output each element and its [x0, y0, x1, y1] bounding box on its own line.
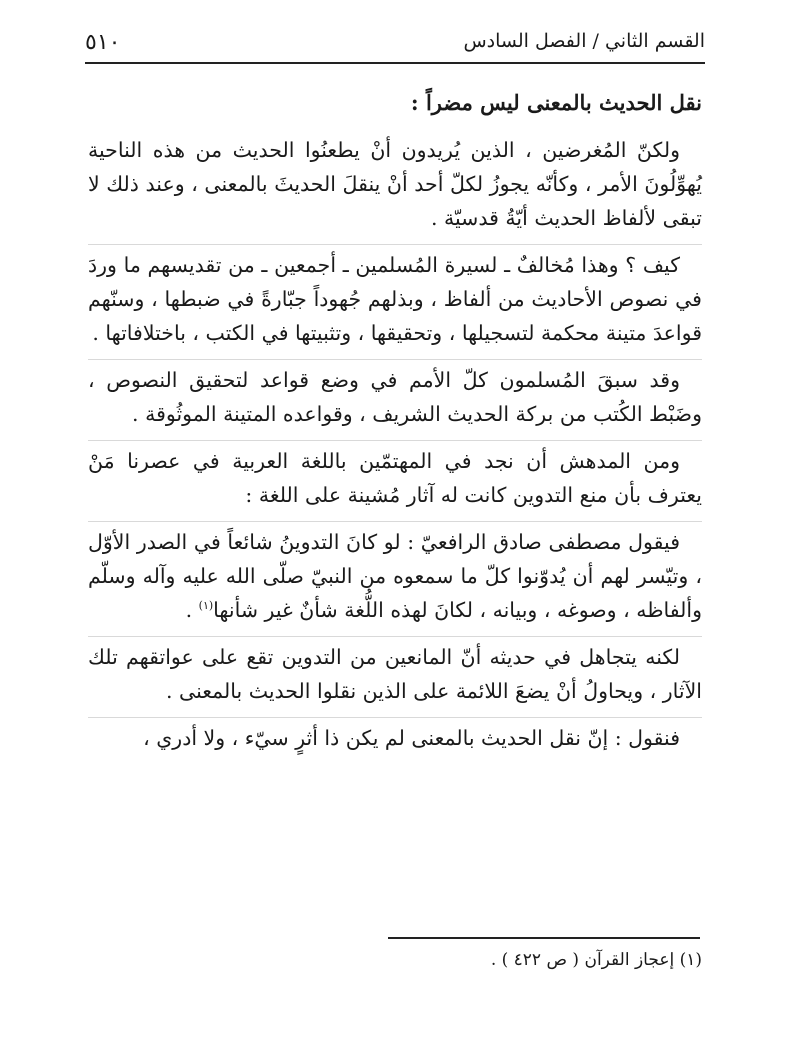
page-number: ٥١٠ [85, 30, 121, 55]
footnote: (١) إعجاز القرآن ( ص ٤٢٢ ) . [490, 950, 702, 970]
paragraph: كيف ؟ وهذا مُخالفٌ ـ لسيرة المُسلمين ـ أجمعين ـ من تقديسهم ما وردَ في نصوص الأحاديث من ألفاظ ، وبذلهم جُهوداً جبّارةً في ضبطها ، وسنّهم قواعدَ متينة محكمة لتسجيلها ، وتحقيقها ، وتثبيتها في الكتب ، باختلافاتها . [88, 244, 702, 359]
paragraph: لكنه يتجاهل في حديثه أنّ المانعين من التدوين تقع على عواتقهم تلك الآثار ، ويحاولُ أنْ يضعَ اللائمة على الذين نقلوا الحديث بالمعنى . [88, 636, 702, 717]
page-body [88, 86, 702, 764]
page-header [85, 26, 705, 64]
paragraph: وقد سبقَ المُسلمون كلّ الأمم في وضع قواعد لتحقيق النصوص ، وضَبْط الكُتب من بركة الحديث الشريف ، وقواعده المتينة الموثُوقة . [88, 359, 702, 440]
paragraph: ولكنّ المُغرضين ، الذين يُريدون أنْ يطعنُوا الحديث من هذه الناحية يُهوِّلُونَ الأمر ، وكأنّه يجوزُ لكلّ أحد أنْ ينقلَ الحديثَ بالمعنى ، وعند ذلك لا تبقى لألفاظ الحديث أيّةُ قدسيّة . [88, 138, 702, 230]
section-heading: نقل الحديث بالمعنى ليس مضراً : [410, 90, 702, 115]
footnote-marker[interactable]: (١) [198, 599, 214, 613]
running-title: القسم الثاني / الفصل السادس [463, 30, 705, 52]
quote-paragraph: فيقول مصطفى صادق الرافعيّ : لو كانَ التدوينُ شائعاً في الصدر الأوّل ، وتيّسر لهم أن يُدوّنوا كلّ ما سمعوه من النبيّ صلّى الله عليه وآله وسلّم وألفاظه ، وصوغه ، وبيانه ، لكانَ لهذه اللُّغة شأنٌ غير شأنها$^{(١)}$ . [88, 521, 702, 636]
footnote-divider [388, 937, 700, 939]
paragraph: فنقول : إنّ نقل الحديث بالمعنى لم يكن ذا أثرٍ سيّء ، ولا أدري ، [88, 717, 702, 764]
paragraph: ومن المدهش أن نجد في المهتمّين باللغة العربية في عصرنا مَنْ يعترف بأن منع التدوين كانت له آثار مُشينة على اللغة : [88, 440, 702, 521]
